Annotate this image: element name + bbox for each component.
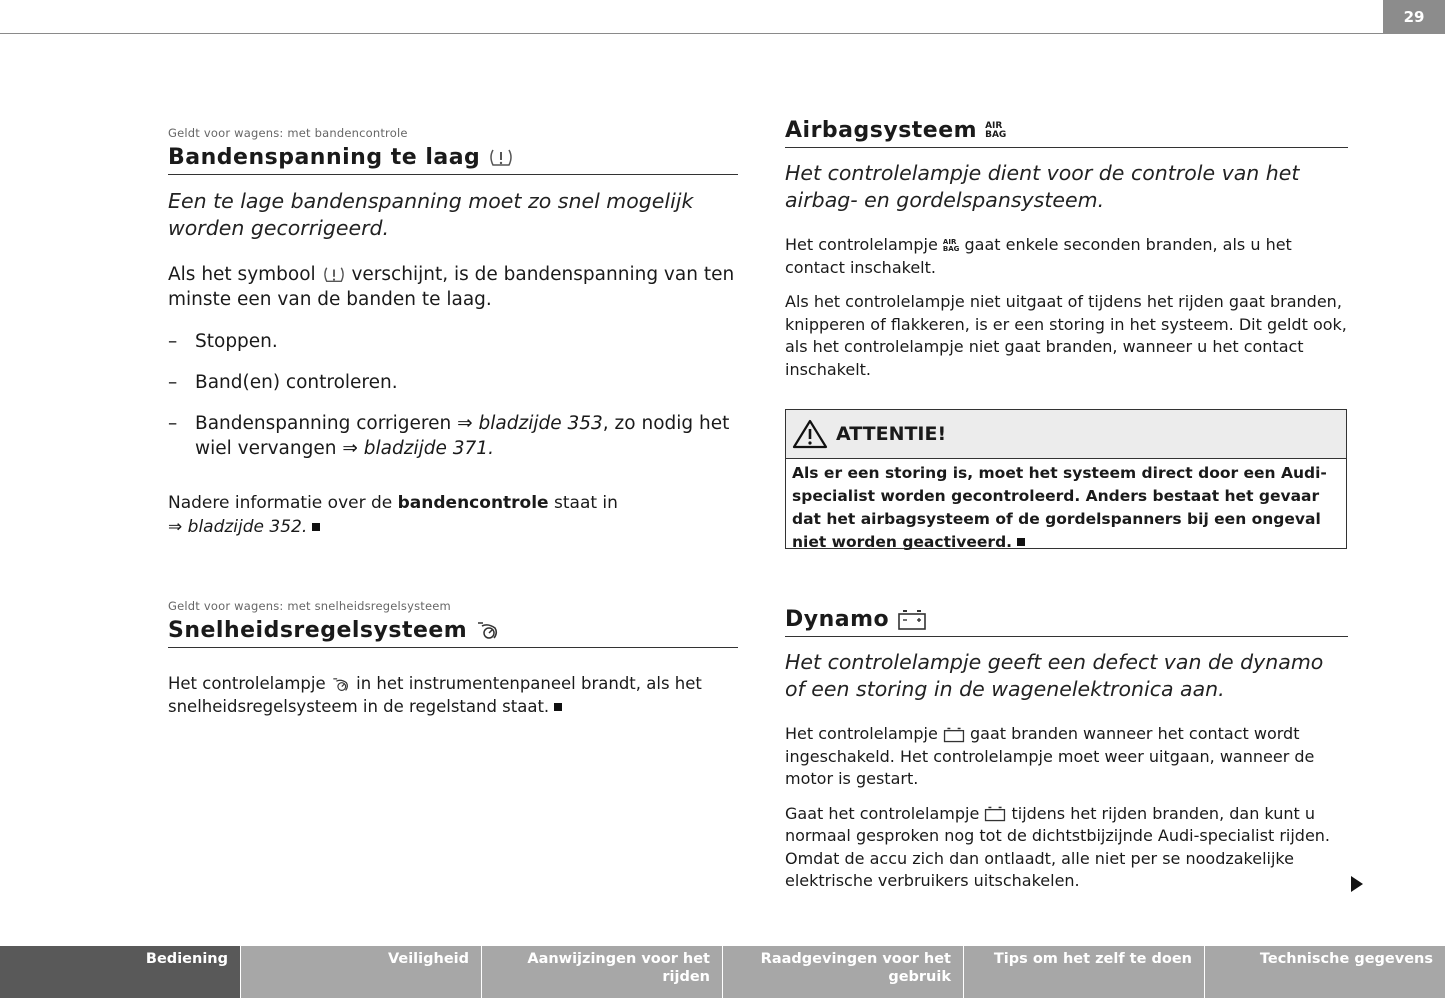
intro-part-b: verschijnt, is de bandenspanning van ten minste een van de banden te laag. (168, 264, 735, 310)
paragraph-text: Het controlelampje (785, 724, 938, 743)
more-info (168, 491, 738, 539)
section-cruise-control (168, 599, 738, 718)
tab-tips[interactable]: Tips om het zelf te doen (963, 946, 1204, 998)
airbag-paragraph-2: Als het controlelampje niet uitgaat of tijdens het rijden gaat branden, knipperen of flakkeren, is er een storing in het systeem. Dit geldt ook, als het controlelampje niet gaat branden, wanneer u het contact inschakelt. (785, 292, 1347, 379)
airbag-icon: AIR BAG (985, 120, 1007, 140)
more-info-text: Nadere informatie over de (168, 493, 393, 513)
period: . (488, 438, 494, 459)
cruise-control-icon (331, 676, 351, 694)
tire-pressure-icon (488, 147, 514, 169)
warning-text (786, 459, 1346, 554)
arrow-icon: ⇒ (168, 517, 183, 537)
step-text: Stoppen. (195, 331, 278, 352)
dynamo-paragraph-2 (785, 803, 1348, 893)
top-rule (0, 33, 1383, 34)
lead-text: Een te lage bandenspanning moet zo snel mogelijk worden gecorrigeerd. (168, 189, 694, 240)
tab-technische-gegevens[interactable]: Technische gegevens (1204, 946, 1445, 998)
page-ref-link[interactable]: bladzijde 352. (187, 517, 308, 537)
section-heading (168, 618, 738, 648)
heading-text: Snelheidsregelsysteem (168, 618, 468, 643)
cruise-paragraph (168, 672, 738, 718)
end-mark (1017, 538, 1025, 546)
paragraph-text: Het controlelampje (168, 674, 326, 693)
applies-to-note: Geldt voor wagens: met snelheidsregelsysteem (168, 599, 451, 613)
paragraph-text: gaat enkele seconden branden, als u het contact inschakelt. (785, 235, 1292, 277)
battery-icon (984, 806, 1006, 822)
intro-part-a: Als het symbool (168, 264, 316, 285)
page-ref-link[interactable]: bladzijde 353 (478, 413, 603, 434)
warning-triangle-icon (792, 419, 828, 449)
section-dynamo (785, 607, 1348, 893)
step-text: Band(en) controleren. (195, 372, 398, 393)
dynamo-paragraph-1 (785, 723, 1348, 791)
airbag-icon: AIR BAG (942, 237, 960, 253)
arrow-icon: ⇒ (342, 438, 358, 459)
paragraph-text: gaat branden wanneer het contact wordt ingeschakeld. Het controlelampje moet weer uitgaan, wanneer de motor is gestart. (785, 724, 1315, 788)
airbag-paragraph-1 (785, 234, 1348, 279)
battery-icon (943, 727, 965, 743)
warning-box (785, 409, 1347, 549)
step-text-cont: , zo nodig het wiel vervangen (195, 413, 730, 459)
warning-title: ATTENTIE! (836, 423, 947, 445)
section-airbag (785, 118, 1348, 381)
page-ref-link[interactable]: bladzijde 371 (363, 438, 489, 459)
step-text: Bandenspanning corrigeren (195, 413, 452, 434)
paragraph-text: Het controlelampje (785, 235, 938, 254)
tire-pressure-icon (322, 265, 346, 285)
more-info-text: staat in (554, 493, 618, 513)
tab-raadgevingen[interactable]: Raadgevingen voor het gebruik (722, 946, 963, 998)
tab-veiligheid[interactable]: Veiligheid (240, 946, 481, 998)
lead-text: Het controlelampje dient voor de controle van het airbag- en gordelspansysteem. (785, 161, 1300, 212)
warning-body: Als er een storing is, moet het systeem direct door een Audi-specialist worden gecontroleerd. Anders bestaat het gevaar dat het airbagsysteem of de gordelspanners bij een ongeval niet worden geactiveerd. (792, 464, 1327, 551)
step-stop: – Stoppen. (168, 331, 278, 352)
heading-text: Bandenspanning te laag (168, 145, 481, 170)
step-correct: – Bandenspanning corrigeren ⇒ bladzijde 353, zo nodig het wiel vervangen ⇒ bladzijde 371. (168, 413, 730, 459)
paragraph-text: Gaat het controlelampje (785, 803, 980, 823)
battery-icon (897, 609, 927, 631)
tab-aanwijzingen[interactable]: Aanwijzingen voor het rijden (481, 946, 722, 998)
continue-arrow-icon (1351, 876, 1363, 892)
section-heading (785, 607, 1348, 637)
arrow-icon: ⇒ (457, 413, 473, 434)
step-check: – Band(en) controleren. (168, 372, 398, 393)
intro-paragraph (168, 262, 738, 312)
paragraph-text: in het instrumentenpaneel brandt, als het snelheidsregelsysteem in de regelstand staat. (168, 674, 702, 716)
page-number: 29 (1383, 0, 1445, 34)
chapter-nav (0, 946, 1445, 998)
cruise-control-icon (475, 620, 501, 642)
warning-header (786, 410, 1346, 459)
applies-to-note: Geldt voor wagens: met bandencontrole (168, 126, 408, 140)
heading-text: Dynamo (785, 607, 890, 632)
section-heading (168, 145, 738, 175)
heading-text: Airbagsysteem (785, 118, 978, 143)
end-mark (554, 703, 562, 711)
section-heading (785, 118, 1348, 148)
lead-text: Het controlelampje geeft een defect van de dynamo of een storing in de wagenelektronica aan. (785, 650, 1324, 701)
more-info-bold: bandencontrole (397, 493, 549, 513)
end-mark (312, 523, 320, 531)
paragraph-text: tijdens het rijden branden, dan kunt u normaal gesproken nog tot de dichtstbijzijnde Audi-specialist rijden. Omdat de accu zich dan ontlaadt, alle niet per se noodzakelijke elektrische verbruikers uitschakelen. (785, 803, 1331, 890)
section-tire-pressure (168, 126, 738, 539)
tab-bediening[interactable]: Bediening (0, 946, 240, 998)
